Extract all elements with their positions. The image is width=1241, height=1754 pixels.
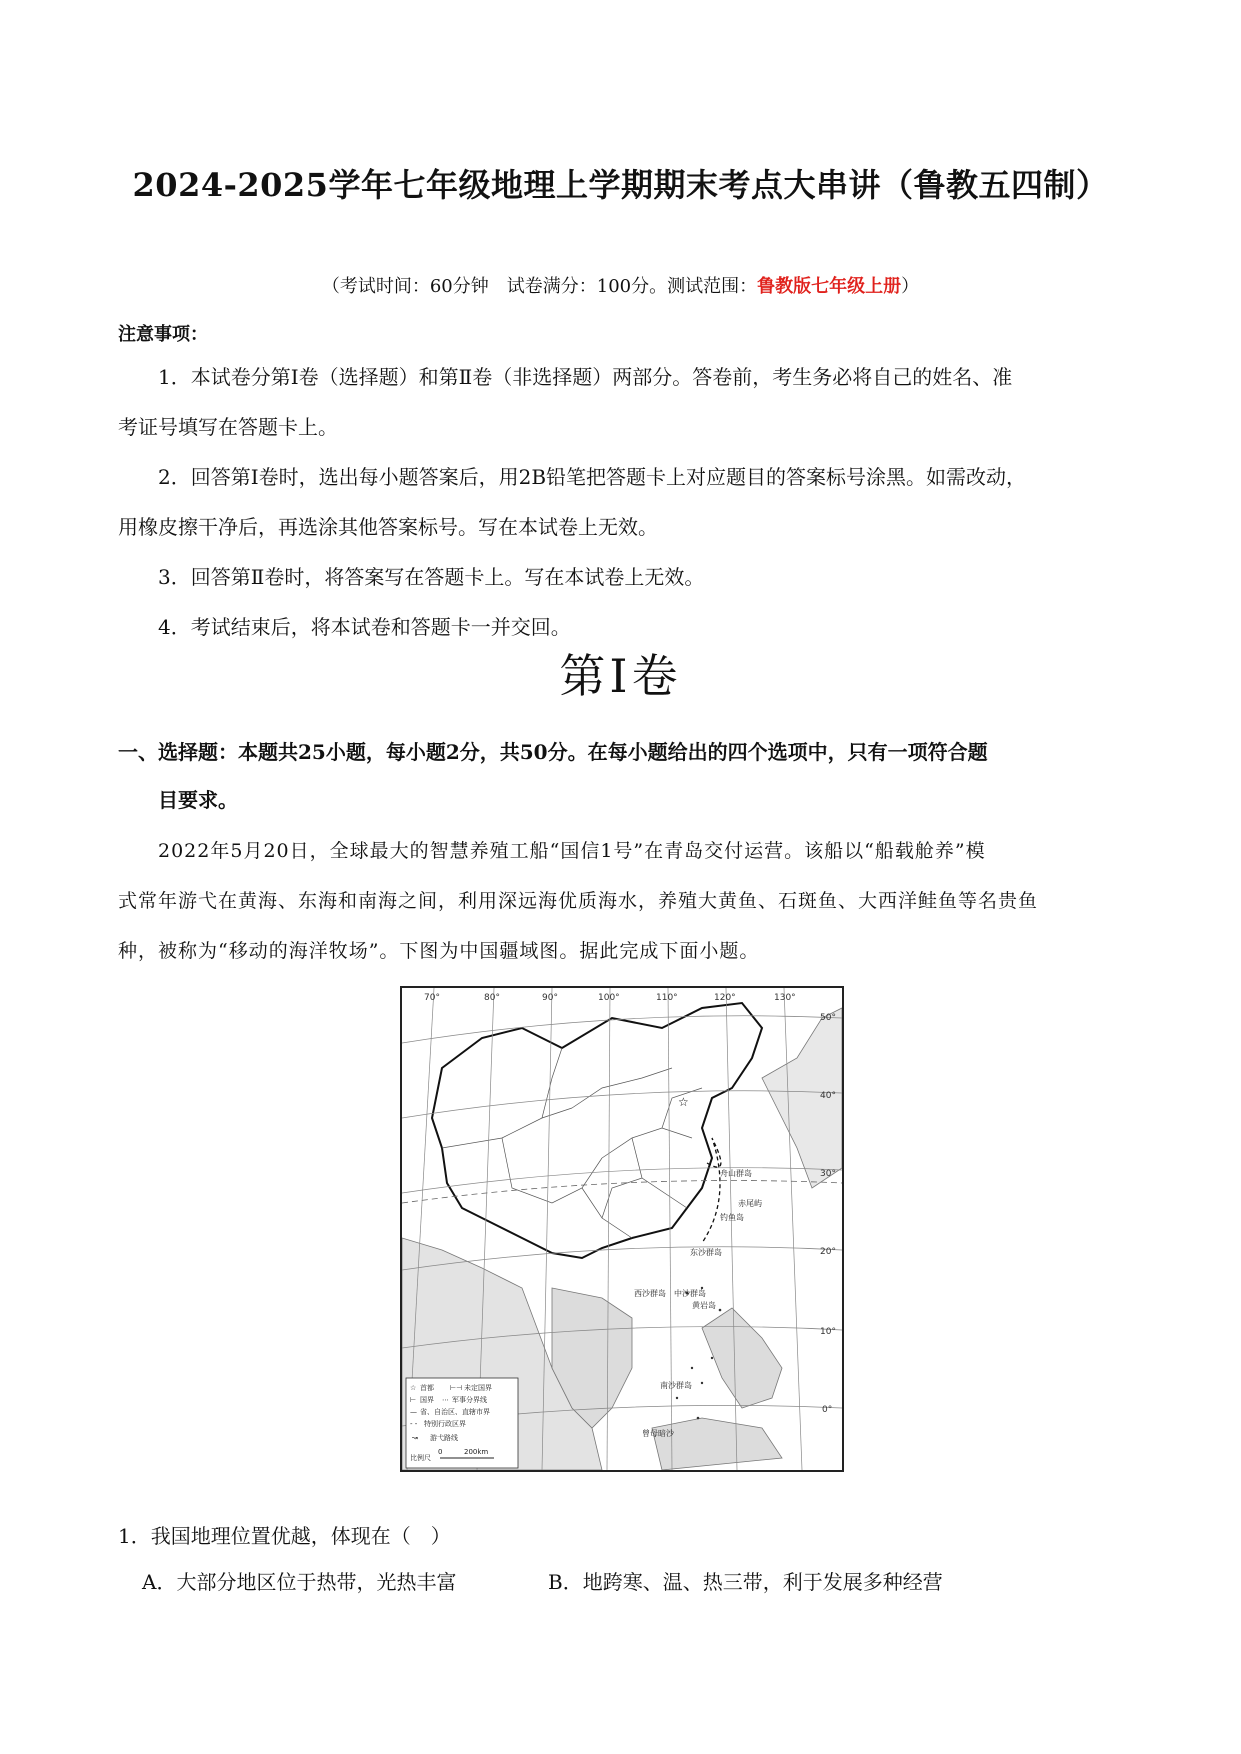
place-label-zhoushan: 舟山群岛 <box>720 1169 752 1178</box>
legend-undetermined: 未定国界 <box>464 1384 492 1392</box>
lon-label: 100° <box>598 993 620 1003</box>
section-heading-line2: 目要求。 <box>158 788 238 812</box>
legend-national-icon: ⊢ <box>410 1396 417 1404</box>
legend-sar: 特别行政区界 <box>424 1420 466 1428</box>
lat-label: 40° <box>820 1091 836 1101</box>
place-label-chiwei: 赤尾屿 <box>738 1199 762 1208</box>
page-title: 2024-2025学年七年级地理上学期期末考点大串讲（鲁教五四制） <box>132 166 1109 204</box>
lon-label: 130° <box>774 993 796 1003</box>
legend-scale-zero: 0 <box>438 1448 443 1456</box>
exam-info-prefix: （考试时间：60分钟 试卷满分：100分。测试范围： <box>321 276 758 297</box>
legend-sar-icon: - - <box>410 1420 418 1428</box>
place-label-dongsha: 东沙群岛 <box>690 1248 722 1257</box>
china-territory-map <box>400 986 844 1472</box>
lon-label: 80° <box>484 993 500 1003</box>
notice-heading: 注意事项： <box>118 324 208 345</box>
lon-label: 120° <box>714 993 736 1003</box>
place-label-huangyan: 黄岩岛 <box>692 1301 716 1310</box>
legend-scale-label: 比例尺 <box>410 1454 431 1462</box>
legend-route: 游弋路线 <box>430 1434 458 1442</box>
lat-label: 30° <box>820 1169 836 1179</box>
legend-route-icon: ↝ <box>412 1434 418 1442</box>
capital-star-icon: ☆ <box>678 1095 689 1109</box>
lon-label: 70° <box>424 993 440 1003</box>
exam-scope: 鲁教版七年级上册 <box>757 276 902 297</box>
notice-item-2-line2: 用橡皮擦干净后，再选涂其他答案标号。写在本试卷上无效。 <box>118 515 658 539</box>
exam-info-suffix: ） <box>901 276 920 297</box>
place-label-zhongsha: 中沙群岛 <box>674 1289 706 1298</box>
place-label-zengmu: 曾母暗沙 <box>642 1429 674 1438</box>
notice-item-3-line1: 3．回答第Ⅱ卷时，将答案写在答题卡上。写在本试卷上无效。 <box>158 565 705 589</box>
legend-national: 国界 <box>420 1396 434 1404</box>
legend-scale-value: 200km <box>464 1448 489 1456</box>
place-label-nansha: 南沙群岛 <box>660 1381 692 1390</box>
legend-province-icon: — <box>410 1408 417 1416</box>
legend-military-icon: ⋯ <box>442 1396 449 1404</box>
question-1-option-b[interactable]: B．地跨寒、温、热三带，利于发展多种经营 <box>548 1570 943 1594</box>
section-heading <box>118 728 1128 824</box>
notice-item-2 <box>118 452 1126 552</box>
lon-label: 110° <box>656 993 678 1003</box>
lat-label: 10° <box>820 1327 836 1337</box>
lon-label: 90° <box>542 993 558 1003</box>
legend-undetermined-icon: ⊢⊣ <box>450 1384 463 1392</box>
material-line2: 式常年游弋在黄海、东海和南海之间，利用深远海优质海水，养殖大黄鱼、石斑鱼、大西洋鲑鱼等名贵鱼 <box>118 890 1039 912</box>
legend-capital: 首都 <box>420 1384 434 1392</box>
notice-item-3 <box>118 552 1126 602</box>
map-svg <box>402 988 842 1470</box>
notice-item-4-line1: 4．考试结束后，将本试卷和答题卡一并交回。 <box>158 615 571 639</box>
section-heading-line1: 一、选择题：本题共25小题，每小题2分，共50分。在每小题给出的四个选项中，只有一项符合题 <box>118 740 988 764</box>
lat-label: 0° <box>822 1405 833 1415</box>
exam-info <box>0 272 1241 298</box>
map-legend <box>406 1378 518 1468</box>
notice-item-1-line2: 考证号填写在答题卡上。 <box>118 415 338 439</box>
legend-military: 军事分界线 <box>452 1396 487 1404</box>
part-title: 第Ⅰ卷 <box>559 649 682 703</box>
notice-item-1 <box>118 352 1126 452</box>
question-1-stem: 1．我国地理位置优越，体现在（ ） <box>118 1524 451 1548</box>
legend-province: 省、自治区、直辖市界 <box>420 1408 490 1416</box>
question-1-option-a[interactable]: A．大部分地区位于热带，光热丰富 <box>142 1570 457 1594</box>
material-line1: 2022年5月20日，全球最大的智慧养殖工船“国信1号”在青岛交付运营。该船以“船载舱养”模 <box>158 840 986 862</box>
place-label-xisha: 西沙群岛 <box>634 1289 666 1298</box>
lat-label: 20° <box>820 1247 836 1257</box>
place-label-diaoyu: 钓鱼岛 <box>720 1213 744 1222</box>
lat-label: 50° <box>820 1013 836 1023</box>
material-line3: 种，被称为“移动的海洋牧场”。下图为中国疆域图。据此完成下面小题。 <box>118 940 760 962</box>
material-text <box>118 826 1128 976</box>
notice-item-2-line1: 2．回答第Ⅰ卷时，选出每小题答案后，用2B铅笔把答题卡上对应题目的答案标号涂黑。如需改动， <box>158 465 1027 489</box>
notice-item-1-line1: 1．本试卷分第Ⅰ卷（选择题）和第Ⅱ卷（非选择题）两部分。答卷前，考生务必将自己的姓名、准 <box>158 365 1013 389</box>
legend-star-icon: ☆ <box>410 1384 417 1392</box>
